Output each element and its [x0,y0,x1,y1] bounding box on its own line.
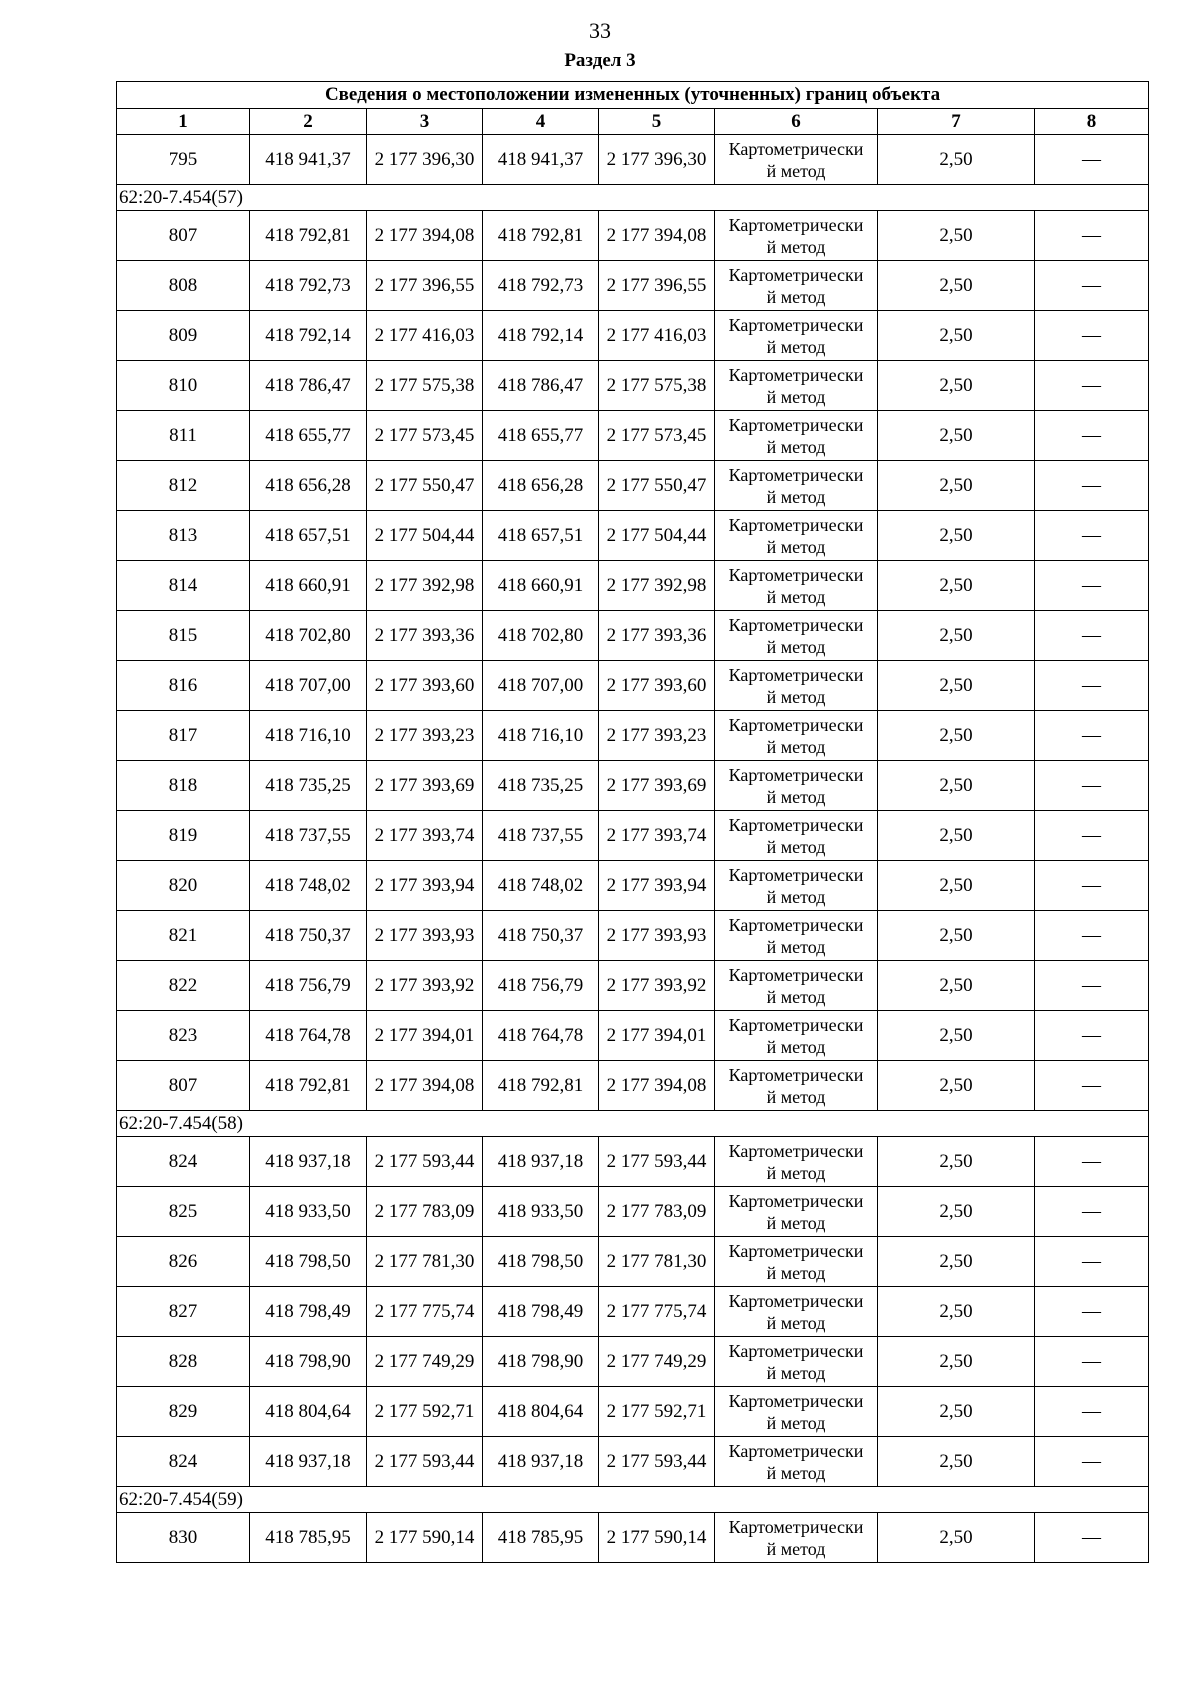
cell-accuracy: 2,50 [878,1237,1035,1287]
cell-y-new: 2 177 393,92 [599,961,715,1011]
cell-method: Картометрически й метод [715,1437,878,1487]
cell-y-new: 2 177 396,55 [599,261,715,311]
group-label: 62:20-7.454(57) [117,185,1149,211]
cell-description: — [1035,1437,1149,1487]
cell-y-old: 2 177 392,98 [367,561,483,611]
group-label: 62:20-7.454(58) [117,1111,1149,1137]
cell-point-number: 820 [117,861,250,911]
cell-y-new: 2 177 393,93 [599,911,715,961]
cell-y-new: 2 177 392,98 [599,561,715,611]
cell-point-number: 828 [117,1337,250,1387]
cell-description: — [1035,761,1149,811]
cell-point-number: 816 [117,661,250,711]
cell-y-new: 2 177 573,45 [599,411,715,461]
group-row [117,1111,1149,1137]
cell-accuracy: 2,50 [878,761,1035,811]
cell-y-old: 2 177 783,09 [367,1187,483,1237]
cell-x-old: 418 798,50 [250,1237,367,1287]
table-row [117,311,1149,361]
cell-x-new: 418 798,90 [483,1337,599,1387]
cell-y-old: 2 177 393,23 [367,711,483,761]
cell-description: — [1035,411,1149,461]
cell-accuracy: 2,50 [878,1437,1035,1487]
cell-x-old: 418 933,50 [250,1187,367,1237]
cell-accuracy: 2,50 [878,611,1035,661]
column-number: 4 [483,109,599,135]
cell-point-number: 811 [117,411,250,461]
cell-x-old: 418 792,73 [250,261,367,311]
cell-method: Картометрически й метод [715,261,878,311]
cell-method: Картометрически й метод [715,1287,878,1337]
cell-x-old: 418 792,81 [250,1061,367,1111]
cell-point-number: 809 [117,311,250,361]
cell-description: — [1035,1137,1149,1187]
table-row [117,711,1149,761]
cell-x-new: 418 933,50 [483,1187,599,1237]
cell-y-old: 2 177 393,94 [367,861,483,911]
cell-method: Картометрически й метод [715,1387,878,1437]
table-row [117,611,1149,661]
cell-accuracy: 2,50 [878,1387,1035,1437]
table-row [117,661,1149,711]
cell-y-old: 2 177 749,29 [367,1337,483,1387]
cell-method: Картометрически й метод [715,1137,878,1187]
cell-x-new: 418 707,00 [483,661,599,711]
cell-y-old: 2 177 590,14 [367,1513,483,1563]
cell-description: — [1035,961,1149,1011]
cell-x-new: 418 737,55 [483,811,599,861]
cell-x-old: 418 792,14 [250,311,367,361]
cell-x-old: 418 707,00 [250,661,367,711]
table-row [117,761,1149,811]
cell-x-new: 418 798,50 [483,1237,599,1287]
cell-x-new: 418 792,81 [483,1061,599,1111]
cell-description: — [1035,361,1149,411]
cell-method: Картометрически й метод [715,1237,878,1287]
cell-description: — [1035,661,1149,711]
cell-x-old: 418 737,55 [250,811,367,861]
table-row [117,961,1149,1011]
table-row [117,1437,1149,1487]
cell-x-new: 418 937,18 [483,1437,599,1487]
table-row [117,361,1149,411]
cell-x-old: 418 785,95 [250,1513,367,1563]
cell-description: — [1035,135,1149,185]
cell-y-new: 2 177 783,09 [599,1187,715,1237]
cell-y-old: 2 177 393,92 [367,961,483,1011]
cell-point-number: 807 [117,211,250,261]
cell-accuracy: 2,50 [878,1061,1035,1111]
cell-y-old: 2 177 416,03 [367,311,483,361]
cell-point-number: 818 [117,761,250,811]
cell-description: — [1035,1011,1149,1061]
cell-y-old: 2 177 394,08 [367,211,483,261]
cell-x-old: 418 941,37 [250,135,367,185]
cell-x-old: 418 656,28 [250,461,367,511]
cell-description: — [1035,1187,1149,1237]
cell-accuracy: 2,50 [878,861,1035,911]
cell-point-number: 795 [117,135,250,185]
cell-method: Картометрически й метод [715,911,878,961]
cell-method: Картометрически й метод [715,211,878,261]
cell-accuracy: 2,50 [878,411,1035,461]
cell-y-new: 2 177 504,44 [599,511,715,561]
cell-y-old: 2 177 393,69 [367,761,483,811]
section-title: Раздел 3 [564,50,636,71]
cell-method: Картометрически й метод [715,511,878,561]
column-number: 7 [878,109,1035,135]
cell-y-old: 2 177 393,74 [367,811,483,861]
cell-x-new: 418 750,37 [483,911,599,961]
cell-accuracy: 2,50 [878,911,1035,961]
cell-point-number: 821 [117,911,250,961]
cell-x-old: 418 702,80 [250,611,367,661]
cell-x-old: 418 792,81 [250,211,367,261]
cell-y-old: 2 177 396,55 [367,261,483,311]
cell-y-new: 2 177 781,30 [599,1237,715,1287]
cell-y-old: 2 177 393,93 [367,911,483,961]
group-row [117,185,1149,211]
cell-description: — [1035,611,1149,661]
cell-method: Картометрически й метод [715,461,878,511]
cell-accuracy: 2,50 [878,811,1035,861]
cell-method: Картометрически й метод [715,311,878,361]
cell-method: Картометрически й метод [715,711,878,761]
table-row [117,1061,1149,1111]
cell-point-number: 817 [117,711,250,761]
cell-description: — [1035,1513,1149,1563]
cell-method: Картометрически й метод [715,1337,878,1387]
cell-method: Картометрически й метод [715,661,878,711]
table-row [117,1187,1149,1237]
group-label: 62:20-7.454(59) [117,1487,1149,1513]
cell-x-old: 418 937,18 [250,1137,367,1187]
cell-y-new: 2 177 393,94 [599,861,715,911]
cell-x-new: 418 735,25 [483,761,599,811]
cell-method: Картометрически й метод [715,1061,878,1111]
cell-x-new: 418 785,95 [483,1513,599,1563]
cell-y-new: 2 177 593,44 [599,1137,715,1187]
cell-description: — [1035,461,1149,511]
cell-y-new: 2 177 575,38 [599,361,715,411]
cell-description: — [1035,261,1149,311]
cell-point-number: 826 [117,1237,250,1287]
table-row [117,1387,1149,1437]
column-number: 5 [599,109,715,135]
cell-y-new: 2 177 394,08 [599,211,715,261]
cell-y-new: 2 177 393,36 [599,611,715,661]
cell-y-new: 2 177 393,74 [599,811,715,861]
cell-y-old: 2 177 394,08 [367,1061,483,1111]
cell-y-new: 2 177 396,30 [599,135,715,185]
cell-y-old: 2 177 504,44 [367,511,483,561]
table-body [117,135,1149,1563]
group-row [117,1487,1149,1513]
cell-method: Картометрически й метод [715,611,878,661]
cell-method: Картометрически й метод [715,1513,878,1563]
cell-accuracy: 2,50 [878,1513,1035,1563]
cell-y-new: 2 177 593,44 [599,1437,715,1487]
cell-accuracy: 2,50 [878,511,1035,561]
table-row [117,1287,1149,1337]
table-row [117,261,1149,311]
cell-y-old: 2 177 550,47 [367,461,483,511]
column-number: 3 [367,109,483,135]
cell-accuracy: 2,50 [878,211,1035,261]
cell-accuracy: 2,50 [878,261,1035,311]
cell-x-old: 418 798,49 [250,1287,367,1337]
cell-method: Картометрически й метод [715,811,878,861]
cell-description: — [1035,861,1149,911]
cell-point-number: 814 [117,561,250,611]
cell-accuracy: 2,50 [878,961,1035,1011]
cell-accuracy: 2,50 [878,561,1035,611]
page-number: 33 [589,18,611,43]
cell-y-old: 2 177 393,60 [367,661,483,711]
cell-y-old: 2 177 394,01 [367,1011,483,1061]
cell-description: — [1035,561,1149,611]
cell-point-number: 807 [117,1061,250,1111]
cell-x-new: 418 702,80 [483,611,599,661]
cell-x-old: 418 655,77 [250,411,367,461]
cell-x-new: 418 764,78 [483,1011,599,1061]
table-title: Сведения о местоположении измененных (уточненных) границ объекта [117,82,1149,109]
coordinates-table [116,81,1149,1563]
cell-description: — [1035,711,1149,761]
cell-description: — [1035,911,1149,961]
cell-y-new: 2 177 393,60 [599,661,715,711]
cell-x-new: 418 792,81 [483,211,599,261]
cell-accuracy: 2,50 [878,1187,1035,1237]
cell-x-new: 418 656,28 [483,461,599,511]
cell-accuracy: 2,50 [878,1011,1035,1061]
cell-accuracy: 2,50 [878,135,1035,185]
cell-accuracy: 2,50 [878,1137,1035,1187]
cell-method: Картометрически й метод [715,1187,878,1237]
table-row [117,511,1149,561]
cell-accuracy: 2,50 [878,1287,1035,1337]
cell-y-new: 2 177 394,08 [599,1061,715,1111]
cell-method: Картометрически й метод [715,361,878,411]
column-number: 2 [250,109,367,135]
cell-point-number: 813 [117,511,250,561]
cell-method: Картометрически й метод [715,961,878,1011]
table-row [117,211,1149,261]
cell-y-new: 2 177 393,23 [599,711,715,761]
cell-x-old: 418 804,64 [250,1387,367,1437]
cell-y-old: 2 177 396,30 [367,135,483,185]
cell-y-old: 2 177 573,45 [367,411,483,461]
cell-point-number: 824 [117,1437,250,1487]
cell-x-old: 418 764,78 [250,1011,367,1061]
table-row [117,811,1149,861]
cell-y-new: 2 177 393,69 [599,761,715,811]
cell-y-new: 2 177 590,14 [599,1513,715,1563]
cell-x-old: 418 716,10 [250,711,367,761]
cell-y-new: 2 177 775,74 [599,1287,715,1337]
cell-point-number: 823 [117,1011,250,1061]
cell-y-old: 2 177 592,71 [367,1387,483,1437]
cell-x-new: 418 655,77 [483,411,599,461]
cell-x-old: 418 937,18 [250,1437,367,1487]
table-row [117,1011,1149,1061]
cell-x-old: 418 660,91 [250,561,367,611]
cell-description: — [1035,1237,1149,1287]
cell-x-new: 418 756,79 [483,961,599,1011]
cell-method: Картометрически й метод [715,861,878,911]
cell-description: — [1035,211,1149,261]
cell-y-old: 2 177 775,74 [367,1287,483,1337]
cell-method: Картометрически й метод [715,1011,878,1061]
cell-x-old: 418 735,25 [250,761,367,811]
cell-x-new: 418 786,47 [483,361,599,411]
cell-accuracy: 2,50 [878,361,1035,411]
cell-description: — [1035,1387,1149,1437]
table-row [117,1137,1149,1187]
cell-point-number: 808 [117,261,250,311]
cell-x-new: 418 716,10 [483,711,599,761]
cell-y-old: 2 177 781,30 [367,1237,483,1287]
cell-x-new: 418 941,37 [483,135,599,185]
cell-y-new: 2 177 416,03 [599,311,715,361]
cell-x-new: 418 792,14 [483,311,599,361]
cell-description: — [1035,1287,1149,1337]
cell-y-new: 2 177 592,71 [599,1387,715,1437]
table-row [117,461,1149,511]
cell-x-old: 418 750,37 [250,911,367,961]
cell-accuracy: 2,50 [878,311,1035,361]
cell-point-number: 819 [117,811,250,861]
cell-x-new: 418 657,51 [483,511,599,561]
cell-point-number: 830 [117,1513,250,1563]
cell-accuracy: 2,50 [878,461,1035,511]
cell-y-old: 2 177 575,38 [367,361,483,411]
column-number: 8 [1035,109,1149,135]
column-number: 1 [117,109,250,135]
table-row [117,911,1149,961]
column-number: 6 [715,109,878,135]
cell-y-old: 2 177 393,36 [367,611,483,661]
cell-x-new: 418 748,02 [483,861,599,911]
cell-point-number: 810 [117,361,250,411]
cell-x-old: 418 786,47 [250,361,367,411]
cell-x-new: 418 937,18 [483,1137,599,1187]
table-row [117,1513,1149,1563]
cell-point-number: 822 [117,961,250,1011]
cell-y-new: 2 177 550,47 [599,461,715,511]
table-row [117,1237,1149,1287]
cell-x-new: 418 798,49 [483,1287,599,1337]
cell-x-new: 418 792,73 [483,261,599,311]
cell-method: Картометрически й метод [715,761,878,811]
cell-point-number: 812 [117,461,250,511]
table-row [117,411,1149,461]
cell-y-old: 2 177 593,44 [367,1437,483,1487]
table-row [117,861,1149,911]
cell-x-old: 418 748,02 [250,861,367,911]
cell-y-new: 2 177 394,01 [599,1011,715,1061]
cell-method: Картометрически й метод [715,561,878,611]
cell-point-number: 824 [117,1137,250,1187]
cell-method: Картометрически й метод [715,135,878,185]
table-row [117,561,1149,611]
cell-point-number: 829 [117,1387,250,1437]
cell-description: — [1035,1337,1149,1387]
cell-y-old: 2 177 593,44 [367,1137,483,1187]
cell-accuracy: 2,50 [878,661,1035,711]
cell-x-new: 418 660,91 [483,561,599,611]
cell-description: — [1035,1061,1149,1111]
cell-x-old: 418 798,90 [250,1337,367,1387]
cell-x-old: 418 756,79 [250,961,367,1011]
column-number-row [117,109,1149,135]
cell-accuracy: 2,50 [878,711,1035,761]
cell-x-old: 418 657,51 [250,511,367,561]
cell-description: — [1035,511,1149,561]
table-row [117,135,1149,185]
cell-accuracy: 2,50 [878,1337,1035,1387]
table-row [117,1337,1149,1387]
cell-x-new: 418 804,64 [483,1387,599,1437]
cell-point-number: 815 [117,611,250,661]
cell-method: Картометрически й метод [715,411,878,461]
table-title-row [117,82,1149,109]
cell-point-number: 827 [117,1287,250,1337]
cell-y-new: 2 177 749,29 [599,1337,715,1387]
cell-description: — [1035,811,1149,861]
cell-description: — [1035,311,1149,361]
cell-point-number: 825 [117,1187,250,1237]
